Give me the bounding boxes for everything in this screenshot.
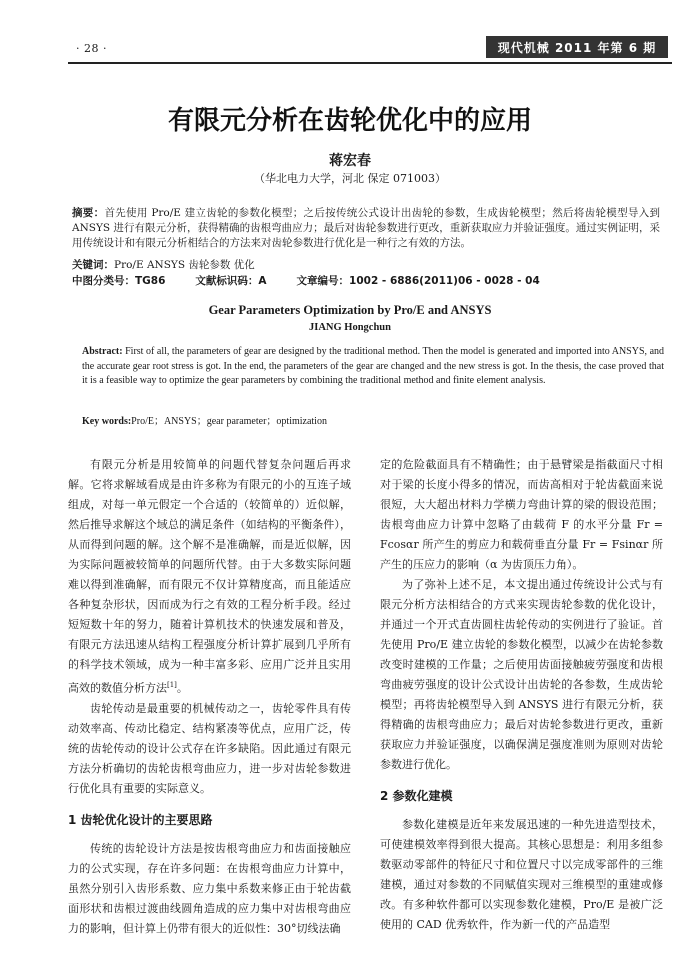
- body-right-column: [380, 455, 663, 935]
- classification-line: [72, 273, 660, 288]
- english-abstract-label: Abstract:: [82, 346, 123, 357]
- paragraph: 传统的齿轮设计方法是按齿根弯曲应力和齿面接触应力的公式实现，存在许多问题：在齿根弯曲应力计算中，虽然分别引入齿形系数、应力集中系数来修正由于轮齿截面形状和齿根过渡曲线圆角造成的应力集中对齿根弯曲应力的影响，但计算上仍带有很大的近似性：30°切线法确: [68, 841, 351, 935]
- document-code: 文献标识码：A: [195, 275, 267, 287]
- body-left-column: [68, 455, 351, 939]
- paper-title: 有限元分析在齿轮优化中的应用: [167, 106, 532, 136]
- paragraph: [68, 455, 351, 699]
- abstract-text: 首先使用 Pro/E 建立齿轮的参数化模型；之后按传统公式设计出齿轮的参数，生成齿轮模型；然后将齿轮模型导入到 ANSYS 进行有限元分析，获得精确的齿根弯曲应力；最后对齿轮参数进行更改，重新获取应力并验证强度。通过实例证明，采用传统设计和有限元分析相结合的方法来对齿轮参数进行优化是一种行之有效的方法。: [72, 207, 661, 249]
- author-name: 蒋宏春: [329, 153, 371, 169]
- paragraph: 定的危险截面具有不精确性；由于悬臂梁是指截面尺寸相对于梁的长度小得多的情况，而齿高相对于轮齿截面来说很短，大大超出材料力学横力弯曲计算的梁的假设范围；齿根弯曲应力计算中忽略了由载荷 F 的水平分量 Fr = Fcosαr 所产生的剪应力和载荷垂直分量 Fr = Fsinαr 所产生的压应力的影响（α 为齿顶压力角）。: [380, 458, 663, 571]
- keywords-chinese: [72, 257, 660, 272]
- page-header: [0, 0, 700, 70]
- paragraph: 为了弥补上述不足，本文提出通过传统设计公式与有限元分析方法相结合的方式来实现齿轮参数的优化设计，并通过一个开式直齿圆柱齿轮传动的实例进行了验证。首先使用 Pro/E 建立齿轮的参数化模型，以减少在齿轮参数改变时建模的工作量；之后使用齿面接触疲劳强度和齿根弯曲疲劳强度的设计公式设计出齿轮的各参数，生成齿轮模型；再将齿轮模型导入到 ANSYS 进行有限元分析，获得精确的齿根弯曲应力；最后对齿轮参数进行更改，重新获取应力并验证强度，以确保满足强度准则为原则对齿轮参数进行优化。: [380, 578, 663, 771]
- article-id: 文章编号：1002 - 6886(2011)06 - 0028 - 04: [296, 275, 540, 287]
- english-keywords-text: Pro/E；ANSYS；gear parameter；optimization: [131, 416, 327, 427]
- paragraph-text: 有限元分析是用较简单的问题代替复杂问题后再求解。它将求解域看成是由许多称为有限元的小的互连子域组成，对每一单元假定一个合适的（较简单的）近似解，然后推导求解这个域总的满足条件（如结构的平衡条件），从而得到问题的解。这个解不是准确解，而是近似解，因为实际问题被较简单的问题所代替。由于大多数实际问题难以得到准确解，而有限元不仅计算精度高，而且能适应各种复杂形状，因而成为行之有效的工程分析手段。经过短短数十年的努力，随着计算机技术的快速发展和普及，有限元方法迅速从结构工程强度分析计算扩展到几乎所有的科学技术领域，成为一种丰富多彩、应用广泛并且实用高效的数值分析方法: [68, 458, 351, 695]
- header-rule: [68, 62, 672, 64]
- citation-ref: [1]: [167, 681, 177, 689]
- abstract-label: 摘要：: [72, 207, 105, 219]
- paragraph: 齿轮传动是最重要的机械传动之一，齿轮零件具有传动效率高、传动比稳定、结构紧凑等优点，应用广泛，传统的齿轮传动的设计公式存在许多缺陷。因此通过有限元方法分析确切的齿轮齿根弯曲应力，进一步对齿轮参数进行优化具有重要的实际意义。: [68, 701, 351, 795]
- keywords-english: [82, 412, 664, 427]
- section-heading-1: 1 齿轮优化设计的主要思路: [68, 812, 213, 827]
- keywords-text: Pro/E ANSYS 齿轮参数 优化: [114, 259, 255, 271]
- abstract-english: [82, 345, 664, 389]
- abstract-chinese: [72, 206, 660, 251]
- author-affiliation: （华北电力大学，河北 保定 071003）: [254, 172, 446, 185]
- section-heading-2: 2 参数化建模: [380, 789, 453, 803]
- english-author: JIANG Hongchun: [309, 322, 391, 333]
- page-number: · 28 ·: [76, 42, 107, 55]
- english-title: Gear Parameters Optimization by Pro/E and ANSYS: [208, 303, 492, 317]
- paragraph: 参数化建模是近年来发展迅速的一种先进造型技术，可使建模效率得到很大提高。其核心思想是：利用多组参数驱动零部件的特征尺寸和位置尺寸以完成零部件的三维建模，通过对参数的不同赋值实现对三维模型的重建或修改。有多种软件都可以实现参数化建模，Pro/E 是被广泛使用的 CAD 优秀软件，作为新一代的产品造型: [380, 818, 663, 931]
- paragraph-end: 。: [176, 681, 188, 695]
- keywords-label: 关键词：: [72, 259, 114, 271]
- clc-number: 中图分类号：TG86: [72, 275, 166, 287]
- english-keywords-label: Key words:: [82, 416, 132, 427]
- english-abstract-text: First of all, the parameters of gear are designed by the traditional method. Then the model is generated and imported into ANSYS, and the accurate gear root stress is got. In the end, the parameters of the gear are changed and the new stress is got. In the thesis, the case proved that it is a feasible way to optimize the gear parameters by combining the traditional method and finite element analysis.: [82, 346, 665, 386]
- journal-banner: 现代机械 2011 年第 6 期: [486, 36, 668, 58]
